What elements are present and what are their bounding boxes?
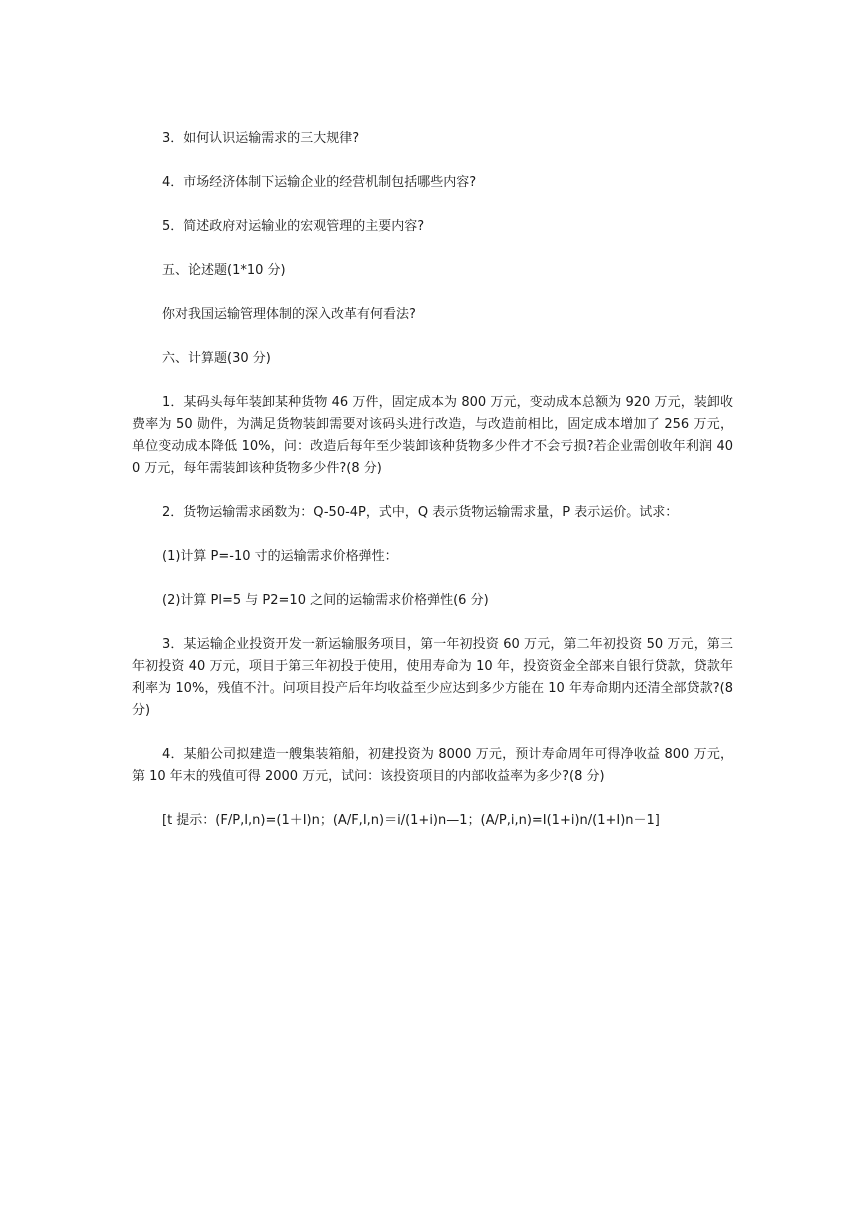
calc-question-2-part-2: (2)计算 Pl=5 与 P2=10 之间的运输需求价格弹性(6 分): [162, 593, 489, 608]
question-3-paragraph: 3．如何认识运输需求的三大规律?: [162, 131, 360, 146]
section-heading-essay: 五、论述题(1*10 分): [162, 263, 286, 278]
calc-question-4-paragraph: 4．某船公司拟建造一艘集装箱船，初建投资为 8000 万元，预计寿命周年可得净收益 800 万元，第 10 年末的残值可得 2000 万元，试问：该投资项目的内部收益率为多少?(8 分): [132, 747, 733, 784]
formula-hint-paragraph: [t 提示：(F/P,I,n)=(1＋I)n；(A/F,I,n)＝i/(1+i)n—1；(A/P,i,n)=I(1+i)n/(1+I)n－1]: [162, 813, 660, 828]
calc-question-2-paragraph: 2．货物运输需求函数为：Q-50-4P，式中，Q 表示货物运输需求量，P 表示运价。试求：: [162, 505, 679, 520]
calc-question-3-paragraph: 3．某运输企业投资开发一新运输服务项目，第一年初投资 60 万元，第二年初投资 50 万元，第三年初投资 40 万元，项目于第三年初投于使用，使用寿命为 10 年，投资资金全部来自银行贷款，贷款年利率为 10%，残值不汁。问项目投产后年均收益至少应达到多少方能在 10 年寿命期内还清全部贷款?(8 分): [132, 637, 733, 718]
calc-question-2-part-1: (1)计算 P=-10 寸的运输需求价格弹性：: [162, 549, 398, 564]
essay-question-paragraph: 你对我国运输管理体制的深入改革有何看法?: [162, 307, 416, 322]
section-heading-calculation: 六、计算题(30 分): [162, 351, 271, 366]
question-4-paragraph: 4．市场经济体制下运输企业的经营机制包括哪些内容?: [162, 175, 477, 190]
question-5-paragraph: 5．简述政府对运输业的宏观管理的主要内容?: [162, 219, 425, 234]
document-body: [132, 128, 733, 832]
calc-question-1-paragraph: 1．某码头每年装卸某种货物 46 万件，固定成本为 800 万元，变动成本总额为 920 万元，装卸收费率为 50 勋件，为满足货物装卸需要对该码头进行改造，与改造前相比，固定成本增加了 256 万元，单位变动成本降低 10%，问：改造后每年至少装卸该种货物多少件才不会亏损?若企业需创收年利润 400 万元，每年需装卸该种货物多少件?(8 分): [132, 395, 733, 476]
